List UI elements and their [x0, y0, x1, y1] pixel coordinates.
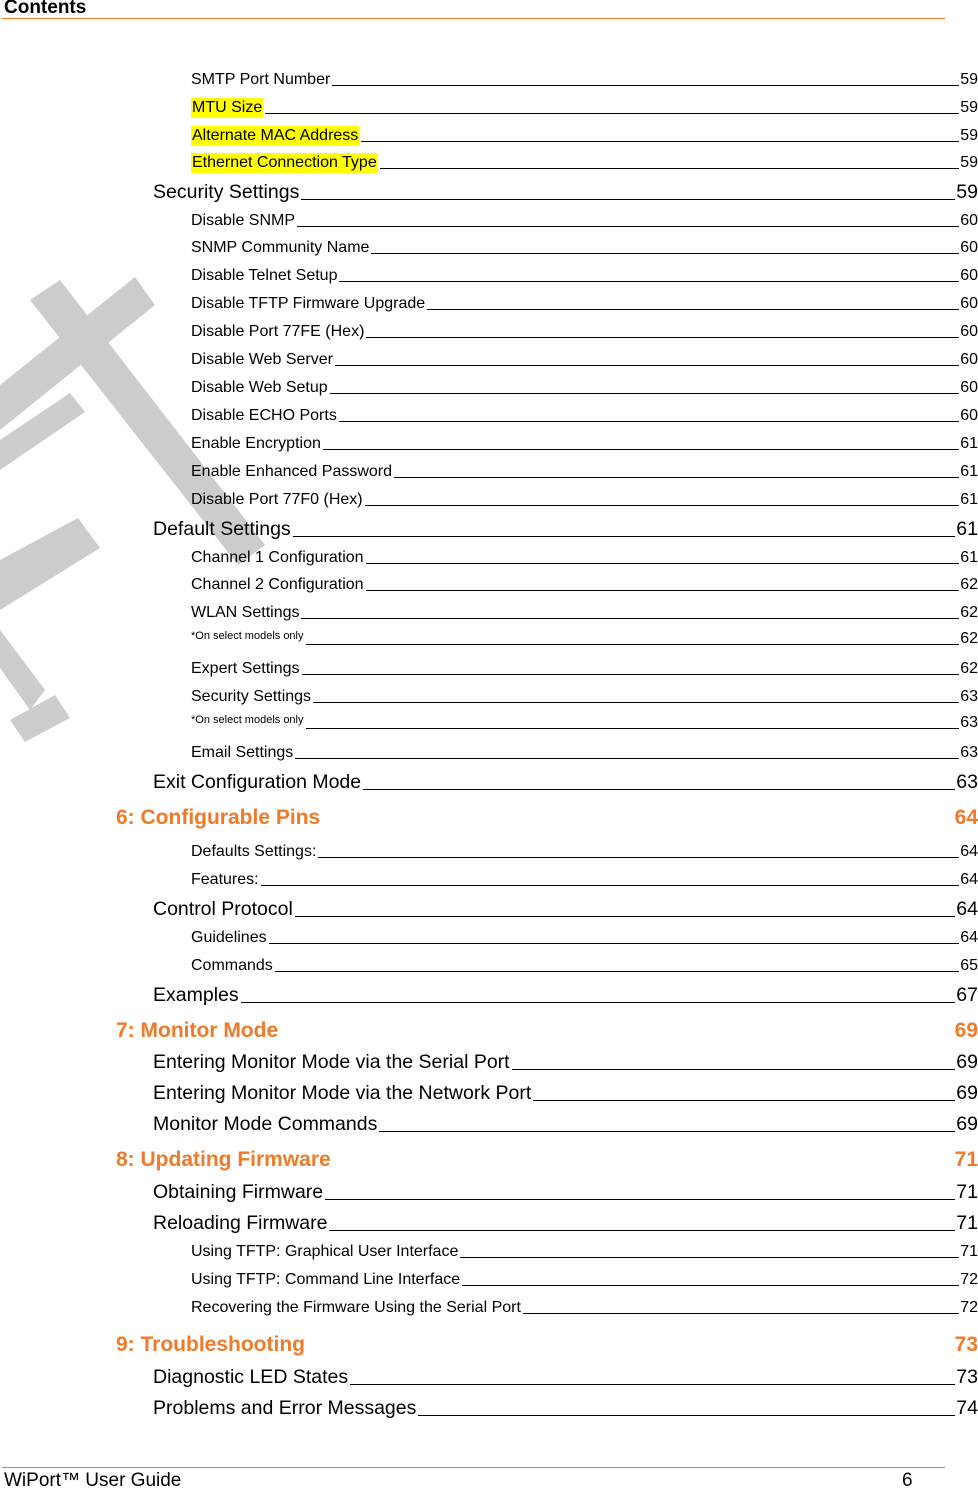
footer-guide-title: WiPort™ User Guide: [4, 1470, 182, 1491]
toc-entry[interactable]: Exit Configuration Mode 63: [153, 771, 978, 793]
toc-entry[interactable]: Enable Encryption 61: [191, 435, 978, 452]
toc-entry[interactable]: Guidelines 64: [191, 929, 978, 946]
toc-entry[interactable]: MTU Size 59: [192, 99, 978, 116]
toc-entry[interactable]: Defaults Settings: 64: [191, 843, 978, 860]
toc-entry[interactable]: *On select models only 63: [191, 714, 978, 731]
toc-entry[interactable]: Commands 65: [191, 957, 978, 974]
toc-entry[interactable]: Channel 1 Configuration 61: [191, 549, 978, 566]
toc-entry[interactable]: Disable Port 77F0 (Hex) 61: [191, 491, 978, 508]
toc-entry[interactable]: Channel 2 Configuration 62: [191, 576, 978, 593]
header-rule: [2, 18, 945, 19]
toc-entry[interactable]: Disable Telnet Setup 60: [191, 267, 978, 284]
toc-entry[interactable]: SMTP Port Number 59: [191, 71, 978, 88]
toc-entry[interactable]: Security Settings 59: [153, 181, 978, 203]
toc-chapter[interactable]: 9: Troubleshooting 73: [116, 1333, 978, 1356]
toc-entry[interactable]: Ethernet Connection Type 59: [192, 154, 978, 171]
toc-entry[interactable]: Features: 64: [191, 871, 978, 888]
header-title: Contents: [4, 0, 87, 18]
toc-entry[interactable]: WLAN Settings 62: [191, 604, 978, 621]
toc-entry[interactable]: Security Settings 63: [191, 688, 978, 705]
toc-entry[interactable]: Control Protocol 64: [153, 898, 978, 920]
toc-entry[interactable]: Disable ECHO Ports 60: [191, 407, 978, 424]
toc-entry[interactable]: Entering Monitor Mode via the Serial Port 69: [153, 1051, 978, 1073]
footer-page-number: 6: [902, 1470, 913, 1491]
toc-entry[interactable]: Using TFTP: Graphical User Interface 71: [191, 1243, 978, 1260]
toc-entry[interactable]: Disable TFTP Firmware Upgrade 60: [191, 295, 978, 312]
toc-entry[interactable]: *On select models only 62: [191, 630, 978, 647]
toc-entry[interactable]: Obtaining Firmware 71: [153, 1181, 978, 1203]
toc-entry[interactable]: Entering Monitor Mode via the Network Port 69: [153, 1082, 978, 1104]
toc-entry[interactable]: Alternate MAC Address 59: [192, 127, 978, 144]
footer-rule: [2, 1467, 945, 1468]
toc-entry[interactable]: Disable Port 77FE (Hex) 60: [191, 323, 978, 340]
toc-entry[interactable]: SNMP Community Name 60: [191, 239, 978, 256]
toc-entry[interactable]: Disable SNMP 60: [191, 212, 978, 229]
toc-entry[interactable]: Expert Settings 62: [191, 660, 978, 677]
toc-entry[interactable]: Enable Enhanced Password 61: [191, 463, 978, 480]
toc-entry[interactable]: Diagnostic LED States 73: [153, 1366, 978, 1388]
toc-entry[interactable]: Recovering the Firmware Using the Serial Port 72: [191, 1299, 978, 1316]
toc-entry[interactable]: Disable Web Setup 60: [191, 379, 978, 396]
toc-chapter[interactable]: 7: Monitor Mode 69: [116, 1019, 978, 1042]
toc-entry[interactable]: Email Settings 63: [191, 744, 978, 761]
toc-entry[interactable]: Using TFTP: Command Line Interface 72: [191, 1271, 978, 1288]
toc-chapter[interactable]: 8: Updating Firmware 71: [116, 1148, 978, 1171]
toc-entry[interactable]: Problems and Error Messages 74: [153, 1397, 978, 1419]
toc-entry[interactable]: Default Settings 61: [153, 518, 978, 540]
toc-entry[interactable]: Disable Web Server 60: [191, 351, 978, 368]
toc-entry[interactable]: Examples 67: [153, 984, 978, 1006]
toc-entry[interactable]: Reloading Firmware 71: [153, 1212, 978, 1234]
toc-entry[interactable]: Monitor Mode Commands 69: [153, 1113, 978, 1135]
toc-chapter[interactable]: 6: Configurable Pins 64: [116, 806, 978, 829]
